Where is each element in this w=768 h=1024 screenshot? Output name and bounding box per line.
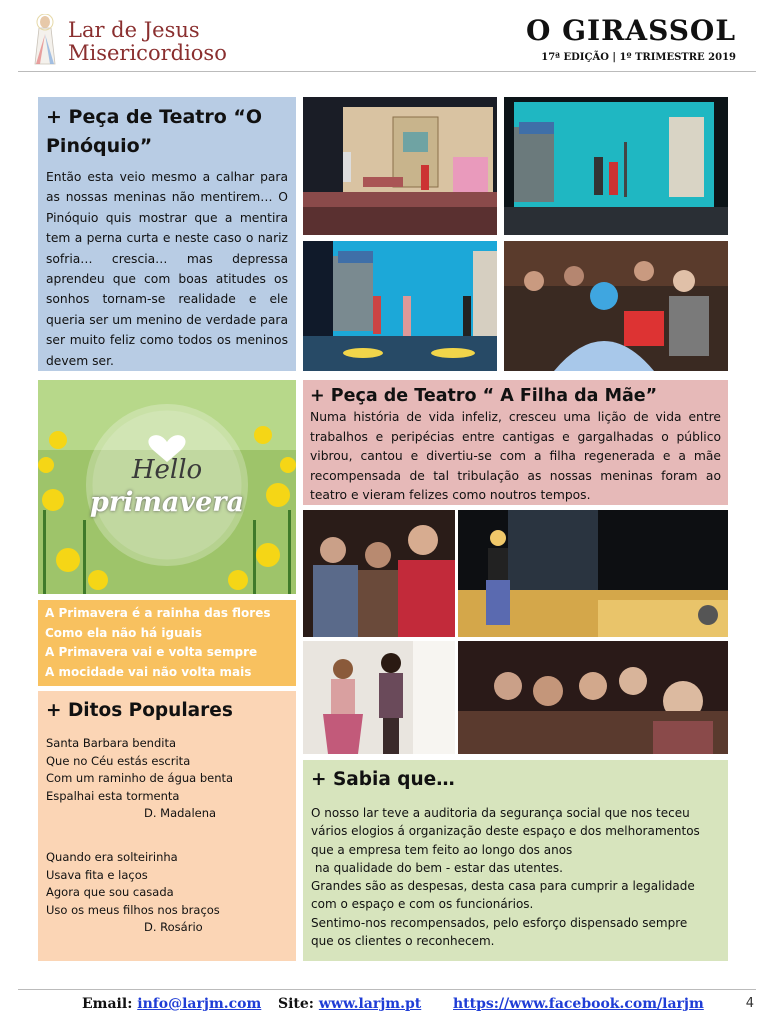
sabia-que-article: [303, 760, 728, 961]
email-link[interactable]: info@larjm.com: [137, 996, 262, 1012]
verse-line: Uso os meus filhos nos braços: [46, 902, 220, 917]
newsletter-title: O GIRASSOL: [525, 14, 736, 47]
site-link[interactable]: www.larjm.pt: [318, 996, 422, 1012]
ditos-title: + Ditos Populares: [46, 700, 233, 721]
pinoquio-stage-photo-2: [504, 97, 728, 235]
filha-article: [303, 380, 728, 505]
filha-title: + Peça de Teatro “ A Filha da Mãe”: [310, 386, 658, 406]
header-divider: [18, 71, 756, 72]
email-label: Email:: [82, 996, 133, 1012]
page-number: 4: [745, 996, 754, 1011]
pinoquio-article: [38, 97, 296, 371]
pinoquio-stage-photo-1: [303, 97, 497, 235]
pinoquio-body: Então esta veio mesmo a calhar para as nossas meninas não mentirem… O Pinóquio quis mostrar que a mentira tem a perna curta e neste caso o nariz sofria… crescia… mas depressa aprendeu que com boas atitudes os sonhos tornam-se realidade e ele queria ser um menino de verdade para ser muito feliz como todos os meninos devem ser.: [46, 170, 288, 368]
sabia-title: + Sabia que…: [311, 769, 455, 790]
pinoquio-stage-photo-3: [303, 241, 497, 371]
verse-author: D. Madalena: [144, 806, 217, 821]
sabia-line: que a empresa tem feito ao longo dos anos: [311, 842, 573, 857]
filha-body: Numa história de vida infeliz, cresceu uma lição de vida entre trabalhos e peripécias entre cantigas e gargalhadas o público vibrou, cantou e divertiu-se com a filha regenerada e a mãe recompensada de tal tribulação as nossas meninas foram ao teatro e vieram felizes como noutros tempos.: [310, 410, 721, 502]
primavera-poem: [38, 600, 296, 686]
facebook-link[interactable]: https://www.facebook.com/larjm: [453, 996, 704, 1012]
footer-divider: [18, 989, 756, 990]
pinoquio-audience-photo: [504, 241, 728, 371]
sabia-line: na qualidade do bem - estar das utentes.: [311, 860, 563, 875]
logo-text-line1: Lar de Jesus: [68, 18, 200, 42]
sabia-line: Grandes são as despesas, desta casa para cumprir a legalidade: [311, 879, 695, 894]
sabia-line: que os clientes o reconhecem.: [311, 934, 495, 949]
ditos-populares-article: [38, 691, 296, 961]
footer-email: [82, 996, 261, 1012]
poem-line: A Primavera vai e volta sempre: [45, 645, 258, 659]
filha-stage-photo: [458, 510, 728, 637]
hello-text: Hello: [131, 455, 203, 485]
jesus-logo-icon: [30, 14, 60, 66]
primavera-text: primavera: [89, 487, 244, 518]
filha-audience-photo-2: [458, 641, 728, 754]
footer-facebook: [453, 996, 704, 1012]
site-label: Site:: [278, 996, 314, 1012]
verse-line: Agora que sou casada: [46, 885, 174, 900]
verse-line: Quando era solteirinha: [46, 849, 178, 864]
footer-site: [278, 996, 421, 1012]
verse-line: Santa Barbara bendita: [46, 736, 177, 750]
sabia-line: com o espaço e com os funcionários.: [311, 897, 534, 912]
sabia-line: vários elogios á organização deste espaço e dos melhoramentos: [311, 824, 700, 839]
poem-line: A Primavera é a rainha das flores: [45, 606, 271, 620]
sabia-line: O nosso lar teve a auditoria da segurança social que nos teceu: [311, 806, 690, 820]
poem-line: A mocidade vai não volta mais: [45, 664, 252, 679]
logo-text-line2: Misericordioso: [68, 41, 227, 65]
filha-actors-photo: [303, 641, 455, 754]
verse-line: Espalhai esta tormenta: [46, 788, 180, 803]
verse-author: D. Rosário: [144, 920, 203, 935]
poem-line: Como ela não há iguais: [45, 625, 202, 640]
hello-primavera-image: [38, 380, 296, 594]
pinoquio-title: + Peça de Teatro “O Pinóquio”: [46, 106, 263, 157]
sabia-line: Sentimo-nos recompensados, pelo esforço dispensado sempre: [311, 915, 688, 930]
verse-line: Que no Céu estás escrita: [46, 753, 191, 768]
verse-line: Usava fita e laços: [46, 867, 148, 882]
edition-subtitle: 17ª EDIÇÃO | 1º TRIMESTRE 2019: [541, 52, 736, 63]
filha-audience-photo-1: [303, 510, 455, 637]
verse-line: Com um raminho de água benta: [46, 771, 234, 786]
